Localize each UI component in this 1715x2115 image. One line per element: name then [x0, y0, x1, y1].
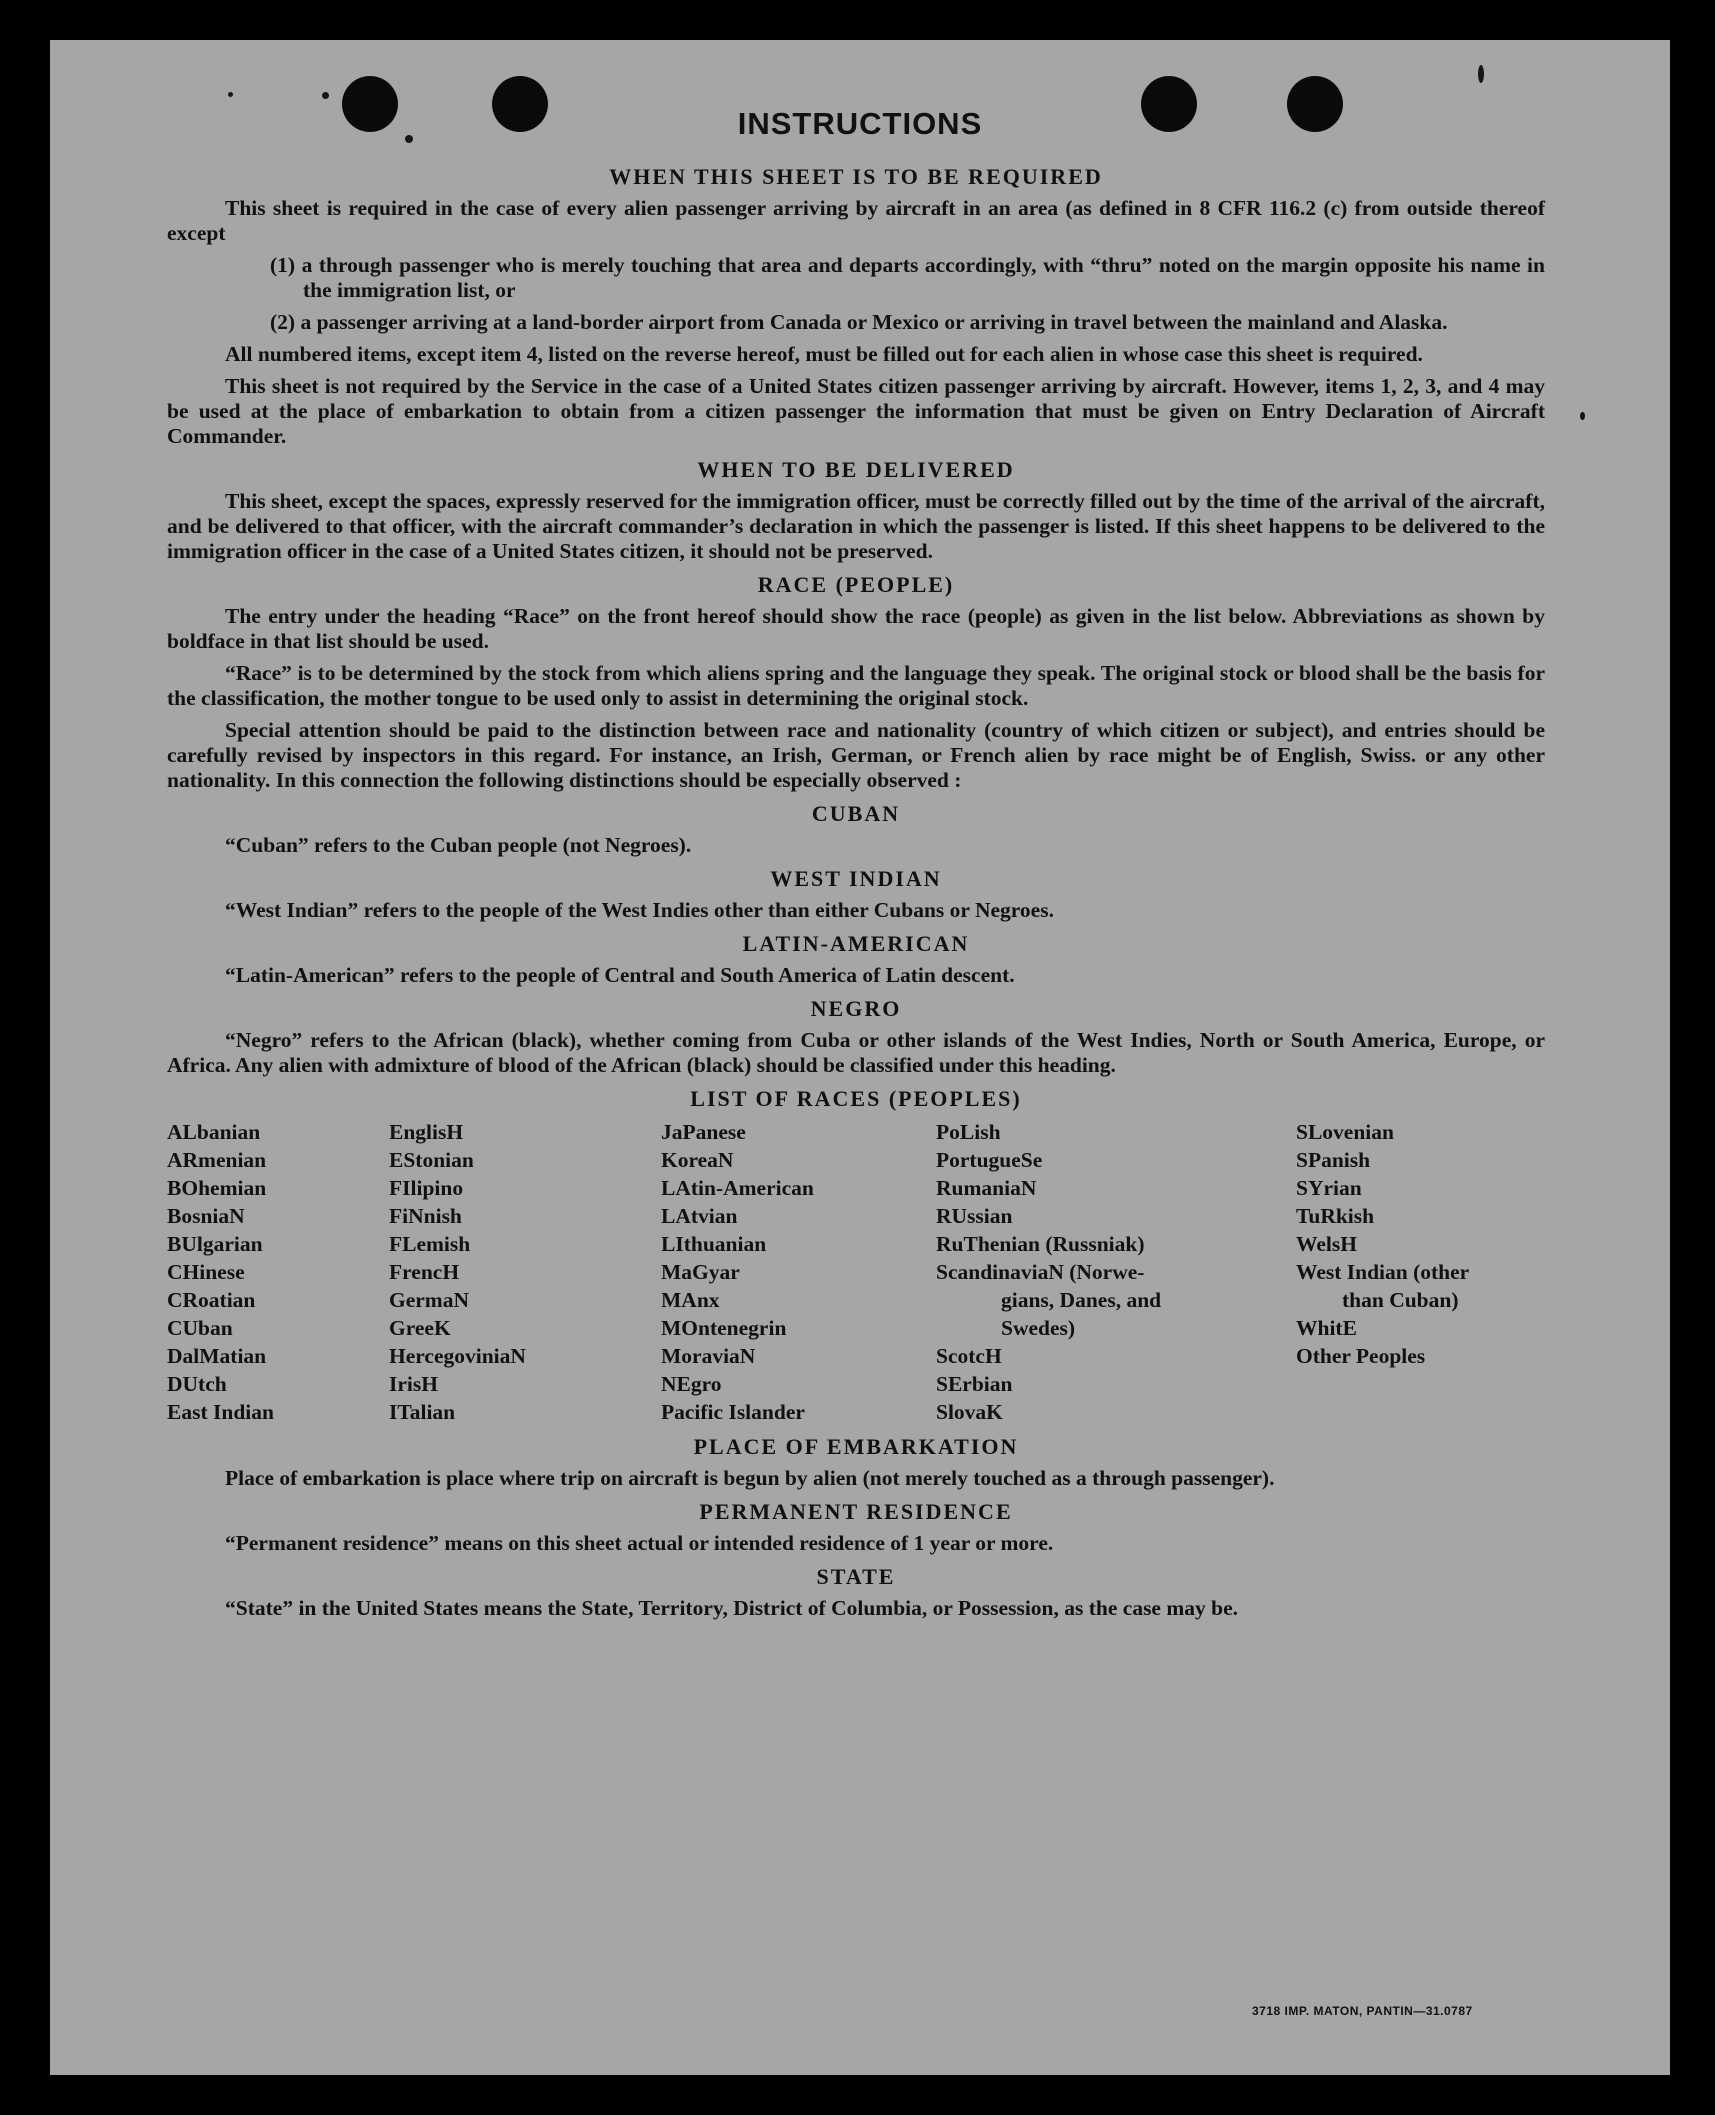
ink-speck	[322, 92, 329, 99]
paragraph: “Negro” refers to the African (black), whether coming from Cuba or other islands of the West Indies, North or South America, Europe, or Africa. Any alien with admixture of blood of the African (black) should be classified under this heading.	[167, 1028, 1545, 1077]
races-column-5	[1296, 1118, 1545, 1426]
paragraph: Place of embarkation is place where trip on aircraft is begun by alien (not merely touched as a through passenger).	[225, 1466, 1275, 1490]
race-item: ARmenian	[167, 1148, 267, 1172]
race-item: LAtvian	[661, 1204, 738, 1228]
race-item: MaGyar	[661, 1260, 740, 1284]
race-item: RuThenian (Russniak)	[936, 1232, 1145, 1256]
race-item: ITalian	[389, 1400, 456, 1424]
race-item: EStonian	[389, 1148, 474, 1172]
race-item: ScandinaviaN (Norwe-	[936, 1260, 1145, 1284]
paragraph: “State” in the United States means the State, Territory, District of Columbia, or Possession, as the case may be.	[225, 1596, 1239, 1620]
race-item: BUlgarian	[167, 1232, 263, 1256]
race-item: MOntenegrin	[661, 1316, 787, 1340]
race-item: DUtch	[167, 1372, 227, 1396]
race-item: Pacific Islander	[661, 1400, 805, 1424]
race-item: SYrian	[1296, 1176, 1362, 1200]
race-item: WhitE	[1296, 1316, 1357, 1340]
heading-race: RACE (PEOPLE)	[757, 572, 955, 597]
paragraph: “Latin-American” refers to the people of Central and South America of Latin descent.	[225, 963, 1015, 987]
paragraph: “West Indian” refers to the people of the West Indies other than either Cubans or Negroes.	[225, 898, 1054, 922]
heading-place-of-embarkation: PLACE OF EMBARKATION	[693, 1434, 1019, 1459]
race-item: JaPanese	[661, 1120, 746, 1144]
paragraph: The entry under the heading “Race” on the front hereof should show the race (people) as given in the list below. Abbreviations as shown by boldface in that list should be used.	[167, 604, 1545, 653]
heading-list-of-races: LIST OF RACES (PEOPLES)	[690, 1086, 1022, 1111]
race-item: HercegoviniaN	[389, 1344, 526, 1368]
paragraph: This sheet is not required by the Service in the case of a United States citizen passenger arriving by aircraft. However, items 1, 2, 3, and 4 may be used at the place of embarkation to obtain from a citizen passenger the information that must be given on Entry Declaration of Aircraft Commander.	[167, 374, 1545, 448]
heading-latin-american: LATIN-AMERICAN	[742, 931, 970, 956]
race-item: CRoatian	[167, 1288, 256, 1312]
race-item: BOhemian	[167, 1176, 267, 1200]
race-item: IrisH	[389, 1372, 438, 1396]
page-title: INSTRUCTIONS	[737, 106, 983, 141]
paragraph: Special attention should be paid to the distinction between race and nationality (country of which citizen or subject), and entries should be carefully revised by inspectors in this regard. For instance, an Irish, German, or French alien by race might be of English, Swiss. or any other nationality. In this connection the following distinctions should be especially observed :	[167, 718, 1545, 792]
ink-speck	[1580, 412, 1585, 420]
race-item: RumaniaN	[936, 1176, 1037, 1200]
race-item: Swedes)	[1001, 1316, 1076, 1340]
races-column-4	[936, 1118, 1296, 1426]
race-item: FLemish	[389, 1232, 471, 1256]
race-item: East Indian	[167, 1400, 274, 1424]
race-item: PortugueSe	[936, 1148, 1043, 1172]
race-item: MoraviaN	[661, 1344, 756, 1368]
race-item: West Indian (other	[1296, 1260, 1470, 1284]
heading-west-indian: WEST INDIAN	[770, 866, 942, 891]
race-item: SLovenian	[1296, 1120, 1394, 1144]
race-item: SlovaK	[936, 1400, 1003, 1424]
race-item: PoLish	[936, 1120, 1001, 1144]
heading-permanent-residence: PERMANENT RESIDENCE	[699, 1499, 1013, 1524]
heading-when-delivered: WHEN TO BE DELIVERED	[697, 457, 1015, 482]
races-list	[167, 1118, 1545, 1426]
heading-negro: NEGRO	[810, 996, 902, 1021]
numbered-item: (2) a passenger arriving at a land-border airport from Canada or Mexico or arriving in travel between the mainland and Alaska.	[270, 310, 1448, 334]
instruction-sheet	[50, 40, 1670, 2075]
paragraph: This sheet, except the spaces, expressly reserved for the immigration officer, must be correctly filled out by the time of the arrival of the aircraft, and be delivered to that officer, with the aircraft commander’s declaration in which the passenger is listed. If this sheet happens to be delivered to the immigration officer in the case of a United States citizen, it should not be preserved.	[167, 489, 1545, 563]
race-item: LAtin-American	[661, 1176, 814, 1200]
heading-when-required: WHEN THIS SHEET IS TO BE REQUIRED	[609, 164, 1103, 189]
race-item: KoreaN	[661, 1148, 734, 1172]
ink-speck	[228, 92, 233, 97]
printer-imprint: 3718 IMP. MATON, PANTIN—31.0787	[1252, 2004, 1473, 2018]
race-item: MAnx	[661, 1288, 720, 1312]
race-item: GreeK	[389, 1316, 451, 1340]
race-item: EnglisH	[389, 1120, 464, 1144]
heading-state: STATE	[816, 1564, 896, 1589]
race-item: ALbanian	[167, 1120, 261, 1144]
paragraph: This sheet is required in the case of every alien passenger arriving by aircraft in an area (as defined in 8 CFR 116.2 (c) from outside thereof except	[167, 196, 1545, 245]
race-item: TuRkish	[1296, 1204, 1375, 1228]
instructions-body	[167, 156, 1545, 1628]
race-item: Other Peoples	[1296, 1344, 1426, 1368]
race-item: GermaN	[389, 1288, 469, 1312]
ink-speck	[1478, 65, 1484, 83]
paragraph: “Permanent residence” means on this sheet actual or intended residence of 1 year or more.	[225, 1531, 1054, 1555]
race-item: gians, Danes, and	[1001, 1288, 1162, 1312]
race-item: FiNnish	[389, 1204, 462, 1228]
races-column-2	[389, 1118, 661, 1426]
races-column-1	[167, 1118, 389, 1426]
race-item: WelsH	[1296, 1232, 1357, 1256]
paragraph: “Race” is to be determined by the stock from which aliens spring and the language they speak. The original stock or blood shall be the basis for the classification, the mother tongue to be used only to assist in determining the original stock.	[167, 661, 1545, 710]
races-column-3	[661, 1118, 936, 1426]
race-item: FrencH	[389, 1260, 460, 1284]
heading-cuban: CUBAN	[811, 801, 901, 826]
race-item: ScotcH	[936, 1344, 1002, 1368]
paragraph: “Cuban” refers to the Cuban people (not Negroes).	[225, 833, 692, 857]
race-item: SErbian	[936, 1372, 1013, 1396]
paragraph: All numbered items, except item 4, listed on the reverse hereof, must be filled out for each alien in whose case this sheet is required.	[225, 342, 1423, 366]
race-item: than Cuban)	[1342, 1288, 1459, 1312]
race-item: RUssian	[936, 1204, 1013, 1228]
race-item: SPanish	[1296, 1148, 1371, 1172]
race-item: FIlipino	[389, 1176, 464, 1200]
race-item: CHinese	[167, 1260, 245, 1284]
race-item: CUban	[167, 1316, 233, 1340]
race-item: DalMatian	[167, 1344, 267, 1368]
race-item: LIthuanian	[661, 1232, 767, 1256]
numbered-item: (1) a through passenger who is merely touching that area and departs accordingly, with “thru” noted on the margin opposite his name in the immigration list, or	[270, 253, 1545, 302]
race-item: NEgro	[661, 1372, 722, 1396]
race-item: BosniaN	[167, 1204, 245, 1228]
